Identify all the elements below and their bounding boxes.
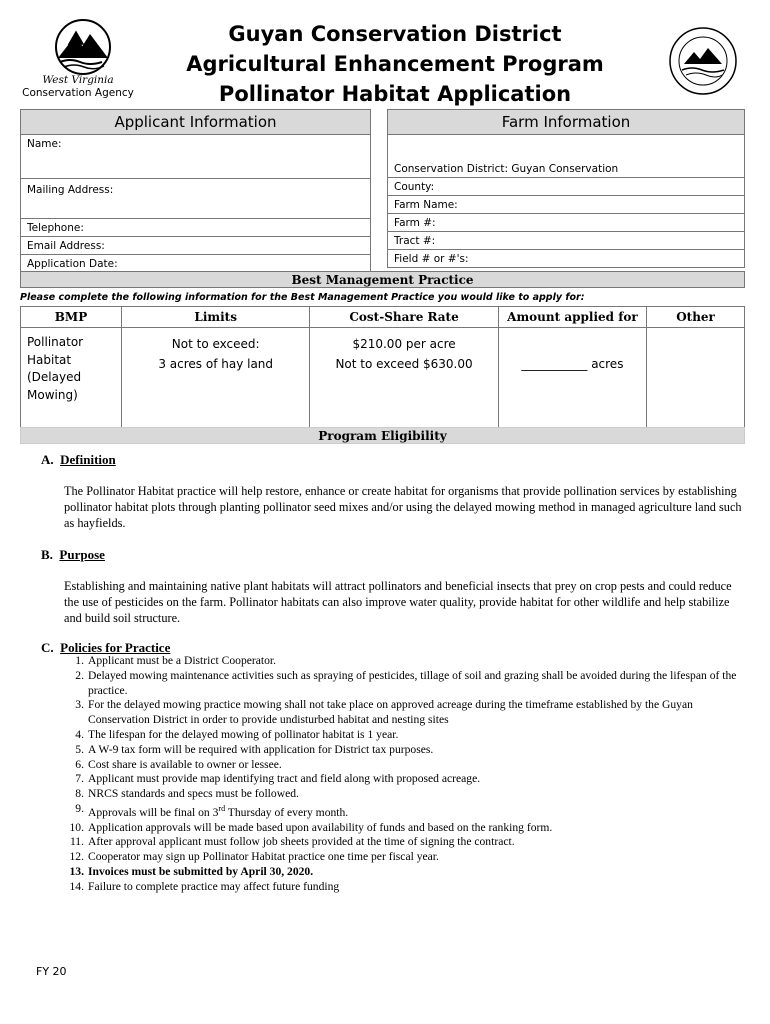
bmp-heading: Best Management Practice: [20, 271, 745, 288]
policy-number: 6.: [75, 757, 84, 771]
other-field[interactable]: [647, 328, 745, 431]
title-line-1: Guyan Conservation District: [228, 22, 562, 46]
program-eligibility-heading: Program Eligibility: [20, 427, 745, 444]
section-b-letter: B.: [41, 547, 53, 562]
section-b-label: [41, 547, 105, 563]
logo-agency-text: Conservation Agency: [22, 87, 134, 99]
farm-number-field[interactable]: Farm #:: [388, 214, 745, 232]
applicant-info-heading: Applicant Information: [21, 110, 371, 135]
section-c-letter: C.: [41, 640, 54, 655]
policy-text-after: Thursday of every month.: [225, 805, 349, 819]
tract-number-field[interactable]: Tract #:: [388, 232, 745, 250]
wv-conservation-agency-logo: [18, 18, 138, 100]
applicant-info-table: [20, 109, 371, 273]
policy-number: 13.: [69, 865, 84, 879]
mountain-tree-icon: [52, 18, 114, 76]
policy-text: Invoices must be submitted by April 30, 2020.: [88, 865, 314, 879]
section-a-letter: A.: [41, 452, 54, 467]
policy-item: [64, 772, 754, 787]
purpose-text: Establishing and maintaining native plant habitats will attract pollinators and beneficial insects that prey on crop pests and could reduce the use of pesticides on the farm. Pollinator habitats can also improve water quality, provide habitat for other wildlife and help stabilize and build soil structure.: [64, 579, 732, 625]
col-amount-applied: Amount applied for: [498, 307, 646, 328]
mailing-address-field[interactable]: Mailing Address:: [21, 179, 371, 219]
limits-cell: [122, 328, 310, 431]
policy-number: 11.: [69, 835, 84, 849]
policy-text: Cost share is available to owner or lessee.: [88, 757, 282, 771]
policy-text: Applicant must provide map identifying tract and field along with proposed acreage.: [88, 772, 481, 786]
policy-item: [64, 669, 754, 699]
limits-line: Not to exceed:: [171, 337, 260, 351]
bmp-table: [20, 306, 745, 431]
section-a-label: [41, 452, 116, 468]
bmp-line: Mowing): [27, 387, 78, 402]
policy-text: Application approvals will be made based upon availability of funds and based on the ranking form.: [88, 820, 553, 834]
policy-item: [64, 821, 754, 836]
col-bmp: BMP: [21, 307, 122, 328]
policy-item: [64, 880, 754, 895]
district-seal-logo: [668, 26, 738, 96]
policy-text: Failure to complete practice may affect future funding: [88, 879, 340, 893]
policy-item: [64, 743, 754, 758]
title-line-2: Agricultural Enhancement Program: [186, 52, 604, 76]
rate-line: Not to exceed $630.00: [335, 357, 473, 371]
policy-number: 10.: [69, 820, 84, 834]
farm-info-table: [387, 109, 745, 268]
policy-number: 2.: [75, 668, 84, 682]
section-c-title: Policies for Practice: [60, 640, 171, 655]
policy-number: 8.: [75, 787, 84, 801]
limits-line: 3 acres of hay land: [158, 357, 274, 371]
district-seal-icon: [668, 26, 738, 96]
footer-fiscal-year: FY 20: [36, 965, 67, 978]
policy-text: A W-9 tax form will be required with application for District tax purposes.: [88, 742, 434, 756]
policy-item: [64, 865, 754, 880]
policy-number: 14.: [69, 879, 84, 893]
amount-applied-field[interactable]: ___________ acres: [498, 328, 646, 431]
bmp-line: (Delayed: [27, 370, 82, 384]
policy-number: 12.: [69, 850, 84, 864]
policy-text: After approval applicant must follow job sheets provided at the time of signing the contract.: [88, 835, 515, 849]
col-cost-share-rate: Cost-Share Rate: [310, 307, 498, 328]
name-field[interactable]: Name:: [21, 135, 371, 179]
bmp-cell: [21, 328, 122, 431]
policy-text: NRCS standards and specs must be followed.: [88, 787, 299, 801]
policy-text: Cooperator may sign up Pollinator Habitat practice one time per fiscal year.: [88, 850, 439, 864]
policy-superscript: rd: [218, 803, 226, 813]
conservation-district-field: Conservation District: Guyan Conservation: [388, 135, 745, 178]
policy-text: Applicant must be a District Cooperator.: [88, 654, 277, 667]
telephone-field[interactable]: Telephone:: [21, 219, 371, 237]
policy-item: [64, 835, 754, 850]
logo-state-text: West Virginia: [42, 74, 114, 86]
col-other: Other: [647, 307, 745, 328]
policy-number: 5.: [75, 742, 84, 756]
policy-item: [64, 802, 754, 821]
rate-line: $210.00 per acre: [352, 337, 456, 351]
county-field[interactable]: County:: [388, 178, 745, 196]
bmp-line: Habitat: [27, 352, 72, 367]
field-number-field[interactable]: Field # or #'s:: [388, 250, 745, 268]
page-title: [150, 19, 640, 109]
email-address-field[interactable]: Email Address:: [21, 237, 371, 255]
policy-text: For the delayed mowing practice mowing shall not take place on approved acreage during the timeframe established by the Guyan Conservation District in order to provide undisturbed habitat and nesting sites: [88, 698, 693, 727]
policy-number: 4.: [75, 727, 84, 741]
policy-number: 3.: [75, 698, 84, 712]
policy-text: The lifespan for the delayed mowing of pollinator habitat is 1 year.: [88, 727, 399, 741]
policy-number: 7.: [75, 772, 84, 786]
title-line-3: Pollinator Habitat Application: [218, 82, 572, 106]
policy-item: [64, 850, 754, 865]
farm-info-heading: Farm Information: [388, 110, 745, 135]
policies-list: [64, 654, 754, 895]
bmp-instruction: Please complete the following information for the Best Management Practice you would like to apply for:: [20, 292, 585, 303]
policy-number: 9.: [75, 801, 84, 815]
application-date-field[interactable]: Application Date:: [21, 255, 371, 273]
farm-name-field[interactable]: Farm Name:: [388, 196, 745, 214]
rate-cell: [310, 328, 498, 431]
policy-text-before: Approvals will be final on 3: [88, 805, 219, 819]
bmp-line: Pollinator: [27, 335, 84, 349]
section-a-title: Definition: [60, 452, 116, 467]
col-limits: Limits: [122, 307, 310, 328]
policy-item: [64, 728, 754, 743]
policy-item: [64, 758, 754, 773]
policy-item: [64, 698, 754, 728]
policy-item: [64, 654, 754, 669]
definition-text: The Pollinator Habitat practice will help restore, enhance or create habitat for organisms that provide pollination services by establishing pollinator habitat plots through planting pollinator seed mixes and/or using the delayed mowing method in managed agriculture land such as hayfields.: [64, 484, 742, 530]
policy-text: Delayed mowing maintenance activities such as spraying of pesticides, tillage of soil and grazing shall be avoided during the lifespan of the practice.: [88, 668, 737, 697]
section-b-title: Purpose: [59, 547, 105, 562]
policy-number: 1.: [75, 654, 84, 667]
policy-item: [64, 787, 754, 802]
